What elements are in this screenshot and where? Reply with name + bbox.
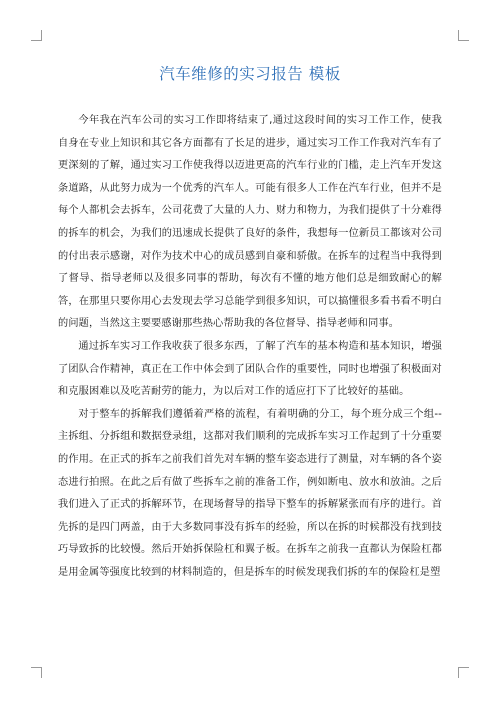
paragraph-1: 今年我在汽车公司的实习工作即将结束了,通过这段时间的实习工作工作，使我自身在专业上知识和其它各方面都有了长足的进步，通过实习工作工作我对汽车有了更深刻的了解，通过实习工作使我得以迈进更高的汽车行业的门槛，走上汽车开发这条道路，从此努力成为一个优秀的汽车人。可能有很多人工作在汽车行业，但并不是每个人都机会去拆车，公司花费了大量的人力、财力和物力，为我们提供了十分难得的拆车的机会，为我们的迅速成长提供了良好的条件，我想每一位新员工都该对公司的付出表示感谢，对作为技术中心的成员感到自豪和骄傲。在拆车的过程当中我得到了督导、指导老师以及很多同事的帮助，每次有不懂的地方他们总是细致耐心的解答，在那里只要你用心去发现去学习总能学到很多知识，可以搞懂很多看书看不明白的问题，当然这主要要感谢那些热心帮助我的各位督导、指导老师和同事。 (58, 115, 442, 330)
paragraph-2: 通过拆车实习工作我收获了很多东西，了解了汽车的基本构造和基本知识，增强了团队合作精神，真正在工作中体会到了团队合作的重要性，同时也增强了积极面对和克服困难以及吃苦耐劳的能力，为以后对工作的适应打下了比较好的基础。 (58, 340, 442, 398)
crop-mark-top-left (31, 30, 42, 41)
paragraph-3: 对于整车的拆解我们遵循着严格的流程，有着明确的分工，每个班分成三个组--主拆组、分拆组和数据登录组，这都对我们顺利的完成拆车实习工作起到了十分重要的作用。在正式的拆车之前我们首先对车辆的整车姿态进行了测量，对车辆的各个姿态进行拍照。在此之后有做了些拆车之前的准备工作，例如断电、放水和放油。之后我们进入了正式的拆解环节，在现场督导的指导下整车的拆解紧张而有序的进行。首先拆的是四门两盖，由于大多数同事没有拆车的经验，所以在拆的时候都没有找到技巧导致拆的比较慢。然后开始拆保险杠和翼子板。在拆车之前我一直都认为保险杠都是用金属等强度比较到的材料制造的，但是拆车的时候发现我们拆的车的保险杠是塑 (58, 408, 442, 578)
crop-mark-top-right (458, 30, 469, 41)
crop-mark-bottom-right (458, 667, 469, 678)
document-body (58, 110, 442, 584)
document-title: 汽车维修的实习报告 模板 (159, 65, 341, 83)
crop-mark-bottom-left (31, 667, 42, 678)
